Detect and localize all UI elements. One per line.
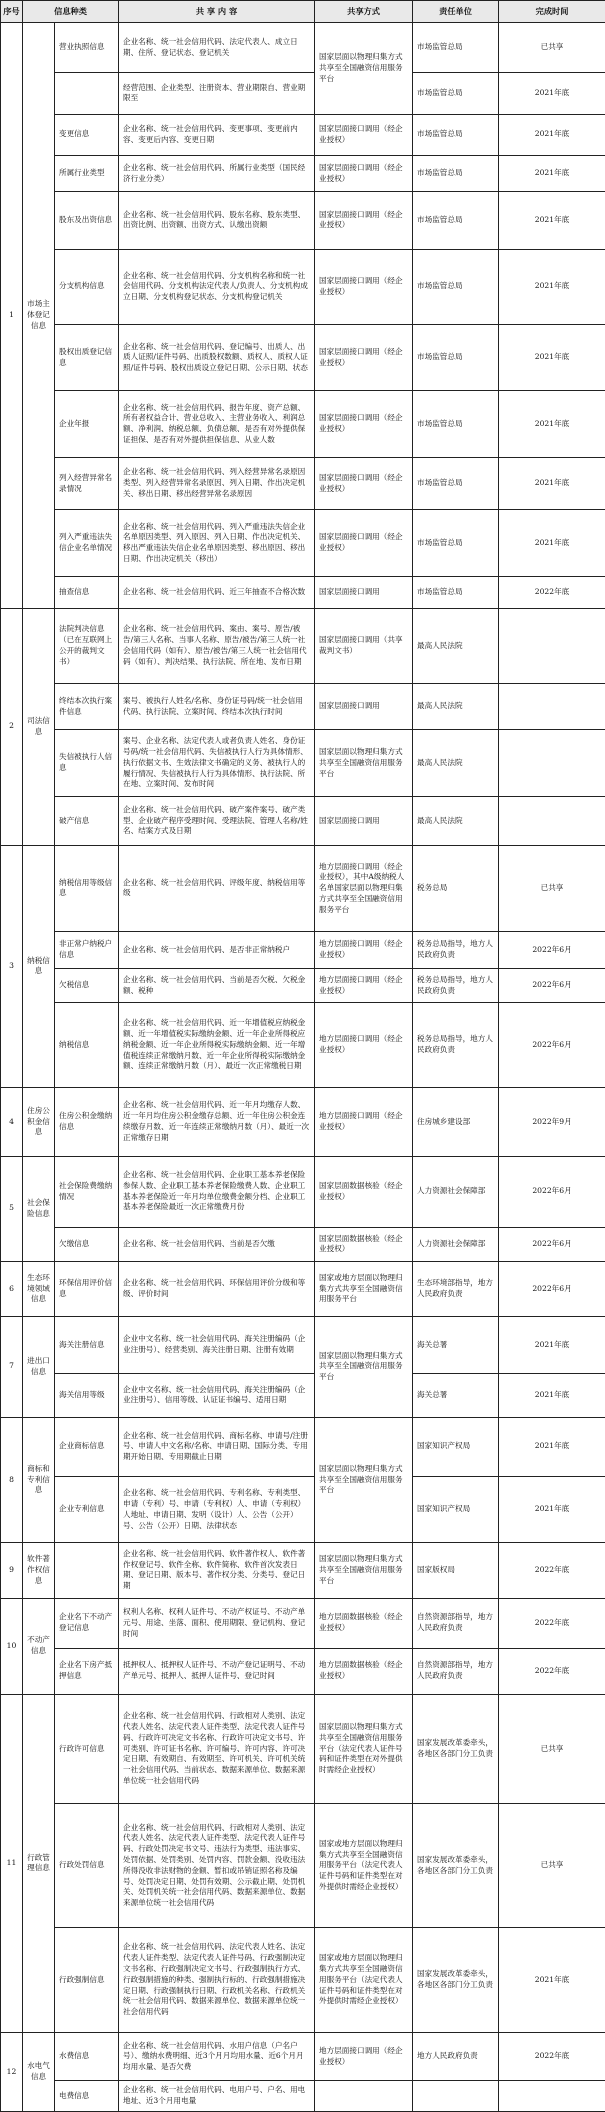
responsible-unit: 最高人民法院 — [413, 608, 499, 684]
info-subcategory: 纳税信用等级信息 — [55, 845, 119, 932]
completion-time: 2021年底 — [499, 155, 605, 192]
completion-time: 2021年底 — [499, 1417, 605, 1477]
info-subcategory — [55, 73, 119, 114]
info-subcategory: 电费信息 — [55, 2081, 119, 2112]
info-category: 进出口信息 — [23, 1316, 55, 1417]
responsible-unit: 市场监管总局 — [413, 510, 499, 576]
row-number: 7 — [1, 1316, 23, 1417]
table-row — [1, 391, 605, 457]
shared-content: 企业名称、统一社会信用代码、股东名称、股东类型、出资比例、出资额、出资方式、认缴出资额 — [119, 192, 315, 249]
info-subcategory: 海关信用等级 — [55, 1374, 119, 1417]
info-subcategory: 企业年报 — [55, 391, 119, 457]
shared-content: 企业名称、统一社会信用代码、法定代表人、成立日期、住所、登记状态、登记机关 — [119, 23, 315, 73]
completion-time: 2021年底 — [499, 114, 605, 155]
row-number: 5 — [1, 1156, 23, 1261]
info-category: 行政管理信息 — [23, 1694, 55, 2033]
table-row — [1, 797, 605, 845]
info-subcategory: 终结本次执行案件信息 — [55, 684, 119, 730]
share-method: 地方层面接口调用（经企业授权） — [315, 1003, 413, 1088]
table-row — [1, 1156, 605, 1227]
shared-content: 企业中文名称、统一社会信用代码、海关注册编码（企业注册号）、经营类别、海关注册日期、注册有效期 — [119, 1316, 315, 1373]
completion-time: 2022年底 — [499, 1648, 605, 1694]
info-subcategory: 企业商标信息 — [55, 1417, 119, 1477]
info-category: 软件著作权信息 — [23, 1543, 55, 1598]
completion-time: 2022年6月 — [499, 1227, 605, 1261]
info-category: 社会保险信息 — [23, 1156, 55, 1261]
info-category: 市场主体登记信息 — [23, 23, 55, 609]
share-method: 国家或地方层面以物理归集方式共享至全国融资信用服务平台（法定代表人证件号码和证件类型在对外提供时需经企业授权） — [315, 1804, 413, 1928]
share-method: 国家层面以物理归集方式共享至全国融资信用服务平台 — [315, 1316, 413, 1417]
shared-content: 企业名称、统一社会信用代码、分支机构名称和统一社会信用代码、分支机构法定代表人/负责人、分支机构成立日期、分支机构登记状态、分支机构登记机关 — [119, 249, 315, 325]
share-method: 国家层面接口调用（经企业授权） — [315, 155, 413, 192]
table-row — [1, 249, 605, 325]
info-category: 商标和专利信息 — [23, 1417, 55, 1543]
share-method: 国家层面以物理归集方式共享至全国融资信用服务平台 — [315, 1417, 413, 1543]
shared-content: 企业名称、统一社会信用代码、水用户信息（户名户号）、缴纳水费明细、近3个月月均用水量、近6个月月均用水量、是否欠费 — [119, 2033, 315, 2081]
shared-content: 企业名称、统一社会信用代码、行政相对人类别、法定代表人姓名、法定代表人证件类型、法定代表人证件号码、行政许可决定文书名称、行政许可决定文书号、许可类别、许可证书名称、许可编号、许可内容、许可决定日期、有效期自、有效期至、许可机关、许可机关统一社会信用代码、当前状态、数据来源单位、数据来源单位统一社会信用代码 — [119, 1694, 315, 1804]
responsible-unit: 市场监管总局 — [413, 114, 499, 155]
row-number: 1 — [1, 23, 23, 609]
table-row — [1, 1227, 605, 1261]
shared-content: 企业名称、统一社会信用代码、环保信用评价分级和等级、评价时间 — [119, 1261, 315, 1316]
completion-time: 2021年底 — [499, 457, 605, 510]
completion-time: 2022年6月 — [499, 1003, 605, 1088]
info-subcategory: 行政许可信息 — [55, 1694, 119, 1804]
table-row — [1, 192, 605, 249]
shared-content: 企业名称、统一社会信用代码、列入经营异常名录原因类型、列入经营异常名录原因、列入日期、作出决定机关、移出日期、移出经营异常名录原因 — [119, 457, 315, 510]
row-number: 8 — [1, 1417, 23, 1543]
table-row — [1, 1316, 605, 1373]
responsible-unit: 市场监管总局 — [413, 23, 499, 73]
table-row — [1, 932, 605, 969]
table-row — [1, 2033, 605, 2081]
share-method: 国家层面数据核验（经企业授权） — [315, 1227, 413, 1261]
completion-time — [499, 608, 605, 684]
responsible-unit: 自然资源部指导，地方人民政府负责 — [413, 1598, 499, 1648]
responsible-unit: 市场监管总局 — [413, 325, 499, 391]
share-method: 国家层面接口调用（经企业授权） — [315, 510, 413, 576]
table-row — [1, 1543, 605, 1598]
share-method: 国家层面以物理归集方式共享至全国融资信用服务平台 — [315, 730, 413, 797]
shared-content: 企业名称、统一社会信用代码、软件著作权人、软件著作权登记号、软件全称、软件简称、软件首次发表日期、登记日期、版本号、著作权分类、分类号、登记日期 — [119, 1543, 315, 1598]
completion-time: 2022年底 — [499, 1543, 605, 1598]
share-method: 国家层面以物理归集方式共享至全国融资信用服务平台 — [315, 1543, 413, 1598]
completion-time — [499, 797, 605, 845]
completion-time: 2021年底 — [499, 1928, 605, 2033]
responsible-unit: 市场监管总局 — [413, 457, 499, 510]
info-subcategory: 企业专利信息 — [55, 1477, 119, 1543]
table-row — [1, 23, 605, 73]
table-row — [1, 155, 605, 192]
shared-content: 企业名称、统一社会信用代码、商标名称、申请号/注册号、申请人中文名称/名称、申请日期、国际分类、专用期开始日期、专用期截止日期 — [119, 1417, 315, 1477]
table-row — [1, 1648, 605, 1694]
share-method: 地方层面接口调用（经企业授权） — [315, 969, 413, 1003]
share-method: 国家层面接口调用（经企业授权） — [315, 325, 413, 391]
responsible-unit: 国家发展改革委牵头，各地区各部门分工负责 — [413, 1928, 499, 2033]
table-row — [1, 325, 605, 391]
completion-time: 已共享 — [499, 1694, 605, 1804]
responsible-unit: 最高人民法院 — [413, 730, 499, 797]
table-row — [1, 73, 605, 114]
info-subcategory: 营业执照信息 — [55, 23, 119, 73]
completion-time: 2021年底 — [499, 510, 605, 576]
completion-time — [499, 730, 605, 797]
table-row — [1, 1417, 605, 1477]
share-method: 国家或地方层面以物理归集方式共享至全国融资信用服务平台（法定代表人证件号码和证件类型在对外提供时需经企业授权） — [315, 1928, 413, 2033]
responsible-unit: 国家发展改革委牵头，各地区各部门分工负责 — [413, 1694, 499, 1804]
info-subcategory: 股东及出资信息 — [55, 192, 119, 249]
responsible-unit: 海关总署 — [413, 1374, 499, 1417]
table-row — [1, 845, 605, 932]
header-share-method: 共享方式 — [315, 1, 413, 23]
responsible-unit: 生态环境部指导，地方人民政府负责 — [413, 1261, 499, 1316]
row-number: 6 — [1, 1261, 23, 1316]
shared-content: 经营范围、企业类型、注册资本、营业期限自、营业期限至 — [119, 73, 315, 114]
responsible-unit: 国家发展改革委牵头，各地区各部门分工负责 — [413, 1804, 499, 1928]
info-category: 水电气信息 — [23, 2033, 55, 2112]
info-subcategory: 环保信用评价信息 — [55, 1261, 119, 1316]
responsible-unit: 人力资源社会保障部 — [413, 1156, 499, 1227]
info-category: 纳税信息 — [23, 845, 55, 1088]
row-number: 4 — [1, 1088, 23, 1157]
info-category: 住房公积金信息 — [23, 1088, 55, 1157]
completion-time: 2022年6月 — [499, 969, 605, 1003]
info-subcategory — [55, 1543, 119, 1598]
responsible-unit: 国家知识产权局 — [413, 1477, 499, 1543]
share-method: 地方层面接口调用（经企业授权），其中A级纳税人名单国家层面以物理归集方式共享至全国融资信用服务平台 — [315, 845, 413, 932]
share-method: 国家层面接口调用（共享裁判文书） — [315, 608, 413, 684]
shared-content: 企业名称、统一社会信用代码、法定代表人姓名、法定代表人证件类型、法定代表人证件号码、行政强制决定文书名称、行政强制决定文书号、行政强制执行方式、行政强制措施的种类、强制执行标的、行政强制措施决定日期、行政强制执行日期、行政机关名称、行政机关统一社会信用代码、数据来源单位、数据来源单位统一社会信用代码 — [119, 1928, 315, 2033]
shared-content: 企业名称、统一社会信用代码、电用户号、户名、用电地址、近3个月用电量 — [119, 2081, 315, 2112]
completion-time: 2022年6月 — [499, 1156, 605, 1227]
share-method: 国家层面以物理归集方式共享至全国融资信用服务平台 — [315, 23, 413, 115]
shared-content: 企业名称、统一社会信用代码、行政相对人类别、法定代表人姓名、法定代表人证件类型、法定代表人证件号码、行政处罚决定书文号、违法行为类型、违法事实、处罚依据、处罚类别、处罚内容、罚款金额、没收违法所得没收非法财物的金额、暂扣或吊销证照名称及编号、处罚决定日期、处罚有效期、公示截止期、处罚机关、处罚机关统一社会信用代码、数据来源单位、数据来源单位统一社会信用代码 — [119, 1804, 315, 1928]
share-method: 地方层面数据核验（经企业授权） — [315, 1598, 413, 1648]
responsible-unit: 市场监管总局 — [413, 73, 499, 114]
shared-content: 企业名称、统一社会信用代码、登记编号、出质人、出质人证照/证件号码、出质股权数额、质权人、质权人证照/证件号码、股权出质设立登记日期、公示日期、状态 — [119, 325, 315, 391]
table-row — [1, 730, 605, 797]
info-subcategory: 列入经营异常名录情况 — [55, 457, 119, 510]
table-row — [1, 2081, 605, 2112]
responsible-unit: 市场监管总局 — [413, 249, 499, 325]
share-method: 国家层面接口调用（经企业授权） — [315, 249, 413, 325]
info-subcategory: 企业名下房产抵押信息 — [55, 1648, 119, 1694]
shared-content: 权利人名称、权利人证件号、不动产权证号、不动产单元号、用途、坐落、面积、使用期限、登记机构、登记时间 — [119, 1598, 315, 1648]
completion-time: 2022年底 — [499, 576, 605, 608]
responsible-unit: 市场监管总局 — [413, 155, 499, 192]
share-method: 地方层面接口调用（经企业授权） — [315, 1088, 413, 1157]
info-subcategory: 列入严重违法失信企业名单情况 — [55, 510, 119, 576]
responsible-unit: 自然资源部指导，地方人民政府负责 — [413, 1648, 499, 1694]
share-method: 国家层面接口调用（经企业授权） — [315, 114, 413, 155]
responsible-unit: 税务总局指导，地方人民政府负责 — [413, 1003, 499, 1088]
share-method: 国家层面以物理归集方式共享至全国融资信用服务平台（法定代表人证件号码和证件类型在对外提供时需经企业授权） — [315, 1694, 413, 1804]
completion-time: 2022年底 — [499, 2033, 605, 2081]
completion-time: 2021年底 — [499, 325, 605, 391]
share-method: 国家层面接口调用（经企业授权） — [315, 457, 413, 510]
table-row — [1, 1477, 605, 1543]
table-row — [1, 510, 605, 576]
shared-content: 企业名称、统一社会信用代码、破产案件案号、破产类型、企业破产程序受理时间、受理法院、管理人名称/姓名、结案方式及日期 — [119, 797, 315, 845]
table-row — [1, 1261, 605, 1316]
completion-time: 2021年底 — [499, 391, 605, 457]
responsible-unit: 海关总署 — [413, 1316, 499, 1373]
info-subcategory: 欠税信息 — [55, 969, 119, 1003]
completion-time: 2021年底 — [499, 73, 605, 114]
shared-content: 企业名称、统一社会信用代码、案由、案号、原告/被告/第三人名称、当事人名称、原告/被告/第三人统一社会信用代码（如有）、原告/被告/第三人统一社会信用代码（如有）、判决结果、执行法院、所在地、发布日期 — [119, 608, 315, 684]
responsible-unit: 市场监管总局 — [413, 192, 499, 249]
info-subcategory: 海关注册信息 — [55, 1316, 119, 1373]
table-row — [1, 1598, 605, 1648]
responsible-unit: 税务总局指导，地方人民政府负责 — [413, 969, 499, 1003]
completion-time: 2021年底 — [499, 192, 605, 249]
info-subcategory: 纳税信息 — [55, 1003, 119, 1088]
shared-content: 企业名称、统一社会信用代码、报告年度、资产总额、所有者权益合计、营业总收入、主营业务收入、利润总额、净利润、纳税总额、负债总额、是否有对外提供保证担保、是否有对外提供担保信息、从业人数 — [119, 391, 315, 457]
table-row — [1, 1003, 605, 1088]
shared-content: 企业中文名称、统一社会信用代码、海关注册编码（企业注册号）、信用等级、认证证书编号、适用日期 — [119, 1374, 315, 1417]
completion-time: 2021年底 — [499, 1477, 605, 1543]
shared-content: 案号、被执行人姓名/名称、身份证号码/统一社会信用代码、执行法院、立案时间、终结本次执行时间 — [119, 684, 315, 730]
table-row — [1, 114, 605, 155]
completion-time: 2021年底 — [499, 1374, 605, 1417]
responsible-unit: 地方人民政府负责 — [413, 2033, 499, 2081]
share-method: 国家层面接口调用（经企业授权） — [315, 192, 413, 249]
completion-time: 2022年9月 — [499, 1088, 605, 1157]
shared-content: 企业名称、统一社会信用代码、近三年抽查不合格次数 — [119, 576, 315, 608]
info-subcategory: 企业名下不动产登记信息 — [55, 1598, 119, 1648]
shared-content: 企业名称、统一社会信用代码、所属行业类型（国民经济行业分类） — [119, 155, 315, 192]
table-row — [1, 1694, 605, 1804]
info-category: 司法信息 — [23, 608, 55, 845]
shared-content: 企业名称、统一社会信用代码、企业职工基本养老保险参保人数、企业职工基本养老保险缴费人数、企业职工基本养老保险近一年月均单位缴费金额分档、企业职工基本养老保险最近一次正常缴费月份 — [119, 1156, 315, 1227]
shared-content: 企业名称、统一社会信用代码、是否非正常纳税户 — [119, 932, 315, 969]
table-row — [1, 1928, 605, 2033]
info-subcategory: 抽查信息 — [55, 576, 119, 608]
table-row — [1, 684, 605, 730]
header-completion-time: 完成时间 — [499, 1, 605, 23]
share-method: 国家层面接口调用 — [315, 684, 413, 730]
completion-time: 2021年底 — [499, 249, 605, 325]
responsible-unit: 市场监管总局 — [413, 391, 499, 457]
share-method: 国家层面数据核验（经企业授权） — [315, 1156, 413, 1227]
completion-time: 已共享 — [499, 23, 605, 73]
completion-time: 2022年6月 — [499, 1261, 605, 1316]
info-subcategory: 失信被执行人信息 — [55, 730, 119, 797]
row-number: 11 — [1, 1694, 23, 2033]
table-body — [1, 23, 605, 2112]
shared-content: 企业名称、统一社会信用代码、变更事项、变更前内容、变更后内容、变更日期 — [119, 114, 315, 155]
share-method: 地方层面接口调用（经企业授权） — [315, 932, 413, 969]
info-subcategory: 住房公积金缴纳信息 — [55, 1088, 119, 1157]
responsible-unit: 国家版权局 — [413, 1543, 499, 1598]
row-number: 10 — [1, 1598, 23, 1694]
info-subcategory: 行政处罚信息 — [55, 1804, 119, 1928]
row-number: 2 — [1, 608, 23, 845]
completion-time: 2022年6月 — [499, 932, 605, 969]
responsible-unit: 税务总局 — [413, 845, 499, 932]
share-method: 地方层面接口调用（经企业授权） — [315, 2033, 413, 2081]
header-no: 序号 — [1, 1, 23, 23]
responsible-unit: 人力资源社会保障部 — [413, 1227, 499, 1261]
row-number: 9 — [1, 1543, 23, 1598]
table-row — [1, 608, 605, 684]
info-category: 生态环境领域信息 — [23, 1261, 55, 1316]
completion-time: 已共享 — [499, 845, 605, 932]
info-subcategory: 非正常户纳税户信息 — [55, 932, 119, 969]
header-responsible-unit: 责任单位 — [413, 1, 499, 23]
info-subcategory: 破产信息 — [55, 797, 119, 845]
table-row — [1, 969, 605, 1003]
info-subcategory: 变更信息 — [55, 114, 119, 155]
shared-content: 企业名称、统一社会信用代码、当前是否欠税、欠税金额、税种 — [119, 969, 315, 1003]
responsible-unit: 最高人民法院 — [413, 797, 499, 845]
row-number: 12 — [1, 2033, 23, 2112]
shared-content: 企业名称、统一社会信用代码、评级年度、纳税信用等级 — [119, 845, 315, 932]
info-subcategory: 行政强制信息 — [55, 1928, 119, 2033]
info-subcategory: 法院判决信息（已在互联网上公开的裁判文书） — [55, 608, 119, 684]
table-row — [1, 457, 605, 510]
info-category: 不动产信息 — [23, 1598, 55, 1694]
header-content: 共 享 内 容 — [119, 1, 315, 23]
table-row — [1, 1374, 605, 1417]
row-number: 3 — [1, 845, 23, 1088]
responsible-unit: 住房城乡建设部 — [413, 1088, 499, 1157]
info-subcategory: 分支机构信息 — [55, 249, 119, 325]
info-subcategory: 股权出质登记信息 — [55, 325, 119, 391]
shared-content: 案号、企业名称、法定代表人或者负责人姓名、身份证号码/统一社会信用代码、失信被执行人行为具体情形、执行依据文书、生效法律文书确定的义务、被执行人的履行情况、失信被执行人行为具体情形、执行法院、所在地、立案时间、发布时间 — [119, 730, 315, 797]
shared-content: 企业名称、统一社会信用代码、专利名称、专利类型、申请（专利）号、申请（专利权）人、申请（专利权）人地址、申请日期、发明（设计）人、公告（公开）号、公告（公开）日期、法律状态 — [119, 1477, 315, 1543]
table-row — [1, 1804, 605, 1928]
responsible-unit: 税务总局指导，地方人民政府负责 — [413, 932, 499, 969]
info-subcategory: 水费信息 — [55, 2033, 119, 2081]
completion-time: 2021年底 — [499, 1316, 605, 1373]
table-row — [1, 576, 605, 608]
responsible-unit — [413, 2081, 499, 2112]
completion-time — [499, 684, 605, 730]
shared-content: 企业名称、统一社会信用代码、列入严重违法失信企业名单原因类型、列入原因、列入日期、作出决定机关、移出严重违法失信企业名单原因类型、移出原因、移出日期、作出决定机关（移出） — [119, 510, 315, 576]
info-subcategory: 欠缴信息 — [55, 1227, 119, 1261]
share-method: 国家层面接口调用 — [315, 797, 413, 845]
info-subcategory: 所属行业类型 — [55, 155, 119, 192]
shared-content: 企业名称、统一社会信用代码、近一年增值税应纳税金额、近一年增值税实际缴纳金额、近一年企业所得税应纳税金额、近一年企业所得税实际缴纳金额、近一年增值税连续正常缴纳月数、近一年企业所得税实际缴纳金额、连续正常缴纳月数（月）、最近一次正常缴税日期 — [119, 1003, 315, 1088]
share-method — [315, 2081, 413, 2112]
header-category: 信息种类 — [23, 1, 119, 23]
info-subcategory: 社会保险费缴纳情况 — [55, 1156, 119, 1227]
responsible-unit: 市场监管总局 — [413, 576, 499, 608]
share-method: 国家层面接口调用（经企业授权） — [315, 391, 413, 457]
table-row — [1, 1088, 605, 1157]
shared-content: 抵押权人、抵押权人证件号、不动产登记证明号、不动产单元号、抵押人、抵押人证件号、登记时间 — [119, 1648, 315, 1694]
share-method: 国家或地方层面以物理归集方式共享至全国融资信用服务平台 — [315, 1261, 413, 1316]
shared-content: 企业名称、统一社会信用代码、近一年月均缴存人数、近一年月均住房公积金缴存总额、近一年住房公积金连续缴存月数、近一年连续正常缴纳月数（月）、最近一次正常缴存日期 — [119, 1088, 315, 1157]
completion-time: 2022年底 — [499, 1598, 605, 1648]
responsible-unit: 最高人民法院 — [413, 684, 499, 730]
share-method: 地方层面数据核验（经企业授权） — [315, 1648, 413, 1694]
share-method: 国家层面接口调用 — [315, 576, 413, 608]
completion-time: 已共享 — [499, 1804, 605, 1928]
responsible-unit: 国家知识产权局 — [413, 1417, 499, 1477]
header-row — [1, 1, 605, 23]
completion-time — [499, 2081, 605, 2112]
shared-content: 企业名称、统一社会信用代码、当前是否欠缴 — [119, 1227, 315, 1261]
